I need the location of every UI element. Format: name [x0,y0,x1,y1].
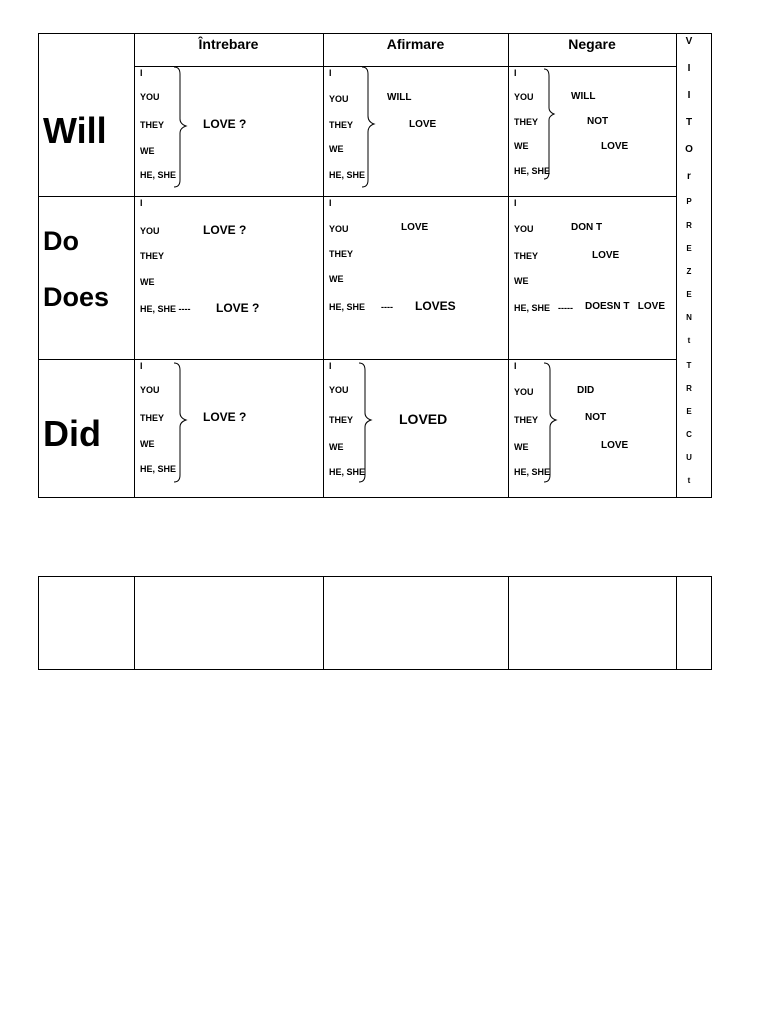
side-letter: E [686,244,692,253]
aux-does: Does [43,282,110,312]
verb: LOVE ? [216,301,260,315]
header-divider [134,66,677,67]
side-letter: t [687,336,691,345]
pronoun: I [514,361,517,371]
pronoun: WE [329,144,344,154]
pronoun: YOU [140,92,160,102]
brace [542,362,560,484]
column-divider [508,33,509,498]
pronoun: I [514,198,517,208]
word: WILL [571,91,596,102]
pronoun: HE, SHE [140,464,177,474]
table-border-bottom [38,497,712,498]
word: NOT [587,116,609,127]
column-divider [323,576,324,670]
verb: LOVE ? [203,223,247,237]
pronoun: I [329,68,332,78]
pronoun: I [140,198,143,208]
side-letter: R [686,221,692,230]
pronoun: HE, SHE [514,166,551,176]
side-letter: t [687,476,691,485]
pronoun: HE, SHE [329,170,366,180]
pronoun: WE [329,442,344,452]
side-letter: I [687,63,691,74]
table-border-left [38,33,39,498]
pronoun: THEY [514,117,539,127]
row-divider [38,196,677,197]
pronoun: THEY [140,120,165,130]
side-letter: C [686,430,692,439]
table-border-right [711,33,712,498]
table-border-top [38,33,712,34]
pronoun: YOU [329,385,349,395]
pronoun: HE, SHE [329,467,366,477]
dashes: ---- [381,302,393,312]
word: LOVE [601,141,629,152]
column-divider [676,576,677,670]
pronoun: YOU [514,387,534,397]
brace [360,66,378,188]
word: LOVE [601,440,629,451]
side-letter: R [686,384,692,393]
word: DID [577,385,595,396]
pronoun: YOU [329,224,349,234]
word: WILL [387,92,412,103]
table-border-left [38,576,39,670]
brace [172,362,190,484]
column-divider [676,33,677,498]
pronoun: WE [514,276,529,286]
pronoun: WE [140,277,155,287]
side-letter: E [686,290,692,299]
table-border-right [711,576,712,670]
aux-did: Did [43,413,101,454]
row-divider [38,359,677,360]
pronoun: WE [140,439,155,449]
verb: LOVED [399,411,448,427]
word: NOT [585,412,607,423]
side-letter: U [686,453,692,462]
side-letter: r [687,171,691,182]
pronoun: THEY [329,249,354,259]
pronoun: WE [329,274,344,284]
aux-will: Will [43,110,107,151]
pronoun: THEY [140,251,165,261]
pronoun: YOU [514,224,534,234]
pronoun: HE, SHE ---- [140,304,191,314]
pronoun: THEY [329,415,354,425]
brace [542,68,558,180]
verb: LOVES [415,299,456,313]
side-letter: I [687,90,691,101]
table-border-top [38,576,712,577]
side-letter: T [685,117,693,128]
pronoun: YOU [329,94,349,104]
side-letter: V [685,36,693,47]
column-divider [134,33,135,498]
word: LOVE [409,119,437,130]
pronoun: HE, SHE [140,170,177,180]
pronoun: WE [140,146,155,156]
pronoun: HE, SHE [514,467,551,477]
pronoun: THEY [329,120,354,130]
word: LOVE [592,250,620,261]
brace [357,362,375,484]
pronoun: HE, SHE [329,302,366,312]
pronoun: HE, SHE [514,303,551,313]
word: DON T [571,222,603,233]
column-divider [508,576,509,670]
pronoun: THEY [140,413,165,423]
pronoun: THEY [514,415,539,425]
table-border-bottom [38,669,712,670]
side-letter: Z [686,267,692,276]
pronoun: I [140,68,143,78]
verb: LOVE ? [203,410,247,424]
side-letter: E [686,407,692,416]
aux-do: Do [43,226,79,256]
pronoun: THEY [514,251,539,261]
header-negare: Negare [568,36,616,52]
header-afirmare: Afirmare [386,36,445,52]
brace [172,66,190,188]
column-divider [323,33,324,498]
pronoun: YOU [140,226,160,236]
pronoun: YOU [140,385,160,395]
side-letter: N [686,313,692,322]
word: DOESN T LOVE [585,301,666,312]
side-letter: O [685,144,693,155]
pronoun: WE [514,442,529,452]
pronoun: I [140,361,143,371]
pronoun: I [329,361,332,371]
pronoun: WE [514,141,529,151]
pronoun: I [329,198,332,208]
header-intrebare: Întrebare [198,36,259,52]
pronoun: I [514,68,517,78]
pronoun: YOU [514,92,534,102]
side-letter: P [686,197,692,206]
side-letter: T [686,361,692,370]
column-divider [134,576,135,670]
dashes: ----- [558,303,573,313]
verb: LOVE ? [203,117,247,131]
verb: LOVE [401,222,429,233]
